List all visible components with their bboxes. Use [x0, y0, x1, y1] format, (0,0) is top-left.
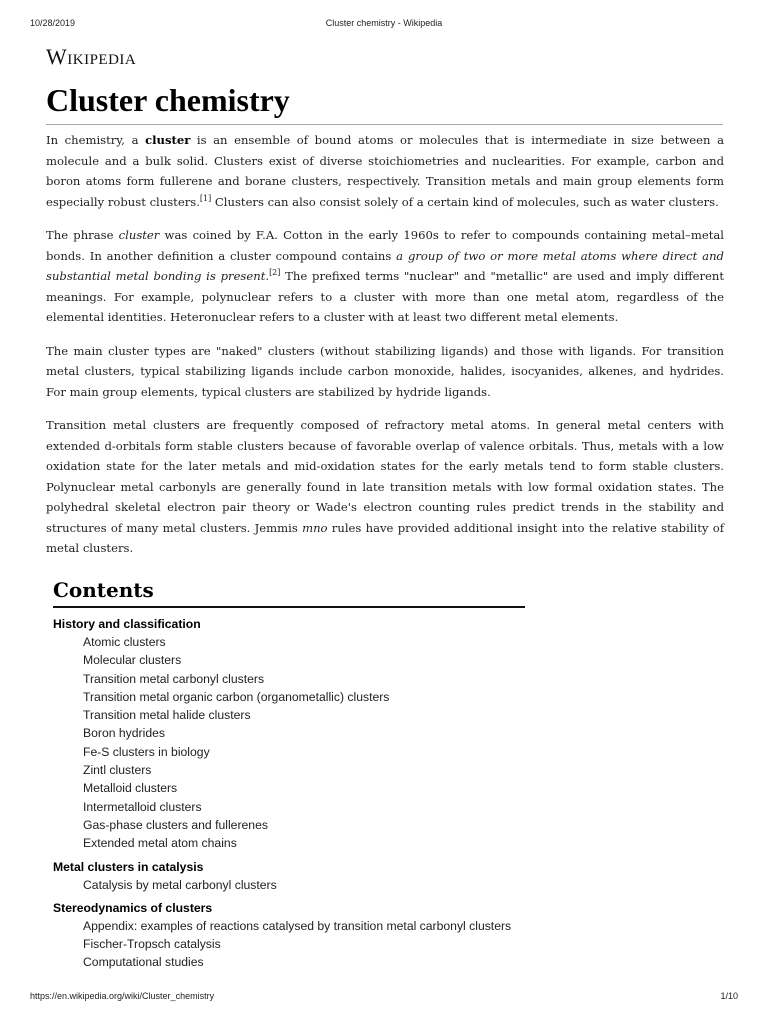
reference-link-1[interactable]: [1]: [199, 193, 212, 203]
toc-section: [53, 900, 525, 972]
toc-subsection-link[interactable]: Fischer-Tropsch catalysis: [83, 937, 221, 952]
intro-paragraph-2: The phrase cluster was coined by F.A. Cotton in the early 1960s to refer to compounds containing metal–metal bonds. In another definition a cluster compound contains a group of two or more metal atoms where direct and substantial metal bonding is present.[2] The prefixed terms "nuclear" and "metallic" are used and imply different meanings. For example, polynuclear refers to a cluster with more than one metal atom, regardless of the elemental identities. Heteronuclear refers to a cluster with at least two different metal elements.: [46, 228, 724, 324]
intro-paragraph-3: The main cluster types are "naked" clusters (without stabilizing ligands) and those with ligands. For transition metal clusters, typical stabilizing ligands include carbon monoxide, halides, isocyanides, alkenes, and hydrides. For main group elements, typical clusters are stabilized by hydride ligands.: [46, 343, 724, 399]
toc-subsection-link[interactable]: Atomic clusters: [83, 635, 166, 649]
print-page-title: Cluster chemistry - Wikipedia: [325, 18, 443, 28]
table-of-contents: [53, 578, 525, 978]
toc-subsection-link[interactable]: Intermetalloid clusters: [83, 799, 202, 814]
term-cluster: cluster: [145, 133, 191, 147]
print-page-number: 1/10: [720, 991, 738, 1001]
toc-subsection-link[interactable]: Extended metal atom chains: [83, 836, 237, 851]
toc-section-link[interactable]: History and classification: [53, 617, 201, 631]
title-divider: [46, 124, 723, 125]
reference-link-2[interactable]: [2]: [269, 268, 281, 278]
toc-subsection-link[interactable]: Boron hydrides: [83, 726, 165, 741]
toc-subsection-link[interactable]: Computational studies: [83, 955, 204, 970]
print-url: https://en.wikipedia.org/wiki/Cluster_chemistry: [30, 991, 215, 1001]
toc-subsection-link[interactable]: Fe-S clusters in biology: [83, 744, 210, 759]
toc-subsection-link[interactable]: Transition metal carbonyl clusters: [83, 671, 265, 686]
article-body: [46, 130, 724, 572]
toc-subsection-link[interactable]: Transition metal halide clusters: [83, 708, 251, 723]
toc-section: [53, 616, 525, 853]
toc-section-link[interactable]: Stereodynamics of clusters: [53, 900, 213, 915]
toc-subsection-link[interactable]: Transition metal organic carbon (organometallic) clusters: [83, 689, 390, 704]
toc-title: Contents: [53, 578, 525, 608]
wikipedia-wordmark[interactable]: Wikipedia: [46, 44, 137, 69]
intro-paragraph-4: Transition metal clusters are frequently composed of refractory metal atoms. In general metal centers with extended d-orbitals form stable clusters because of favorable overlap of valence orbitals. Thus, metals with a low oxidation state for the later metals and mid-oxidation states for the early metals tend to form stable clusters. Polynuclear metal carbonyls are generally found in late transition metals with low formal oxidation states. The polyhedral skeletal electron pair theory or Wade's electron counting rules predict trends in the stability and structures of many metal clusters. Jemmis mno rules have provided additional insight into the relative stability of metal clusters.: [46, 418, 724, 555]
intro-paragraph-1: In chemistry, a cluster is an ensemble of bound atoms or molecules that is intermediate in size between a molecule and a bulk solid. Clusters exist of diverse stoichiometries and nuclearities. For example, carbon and boron atoms form fullerene and borane clusters, respectively. Transition metals and main group elements form especially robust clusters.[1] Clusters can also consist solely of a certain kind of molecules, such as water clusters.: [46, 133, 724, 209]
toc-subsection-link[interactable]: Gas-phase clusters and fullerenes: [83, 817, 268, 832]
toc-subsection-link[interactable]: Molecular clusters: [83, 653, 182, 668]
toc-subsection-link[interactable]: Appendix: examples of reactions catalysed by transition metal carbonyl clusters: [83, 918, 512, 933]
toc-section-link[interactable]: Metal clusters in catalysis: [53, 859, 204, 874]
print-header: [0, 14, 768, 30]
print-date: 10/28/2019: [30, 18, 76, 28]
toc-subsection-link[interactable]: Metalloid clusters: [83, 781, 178, 796]
toc-subsection-link[interactable]: Catalysis by metal carbonyl clusters: [83, 877, 277, 892]
print-footer: [0, 991, 768, 1007]
toc-subsection-link[interactable]: Zintl clusters: [83, 763, 152, 778]
page-title: Cluster chemistry: [46, 82, 290, 118]
toc-section: [53, 859, 525, 894]
